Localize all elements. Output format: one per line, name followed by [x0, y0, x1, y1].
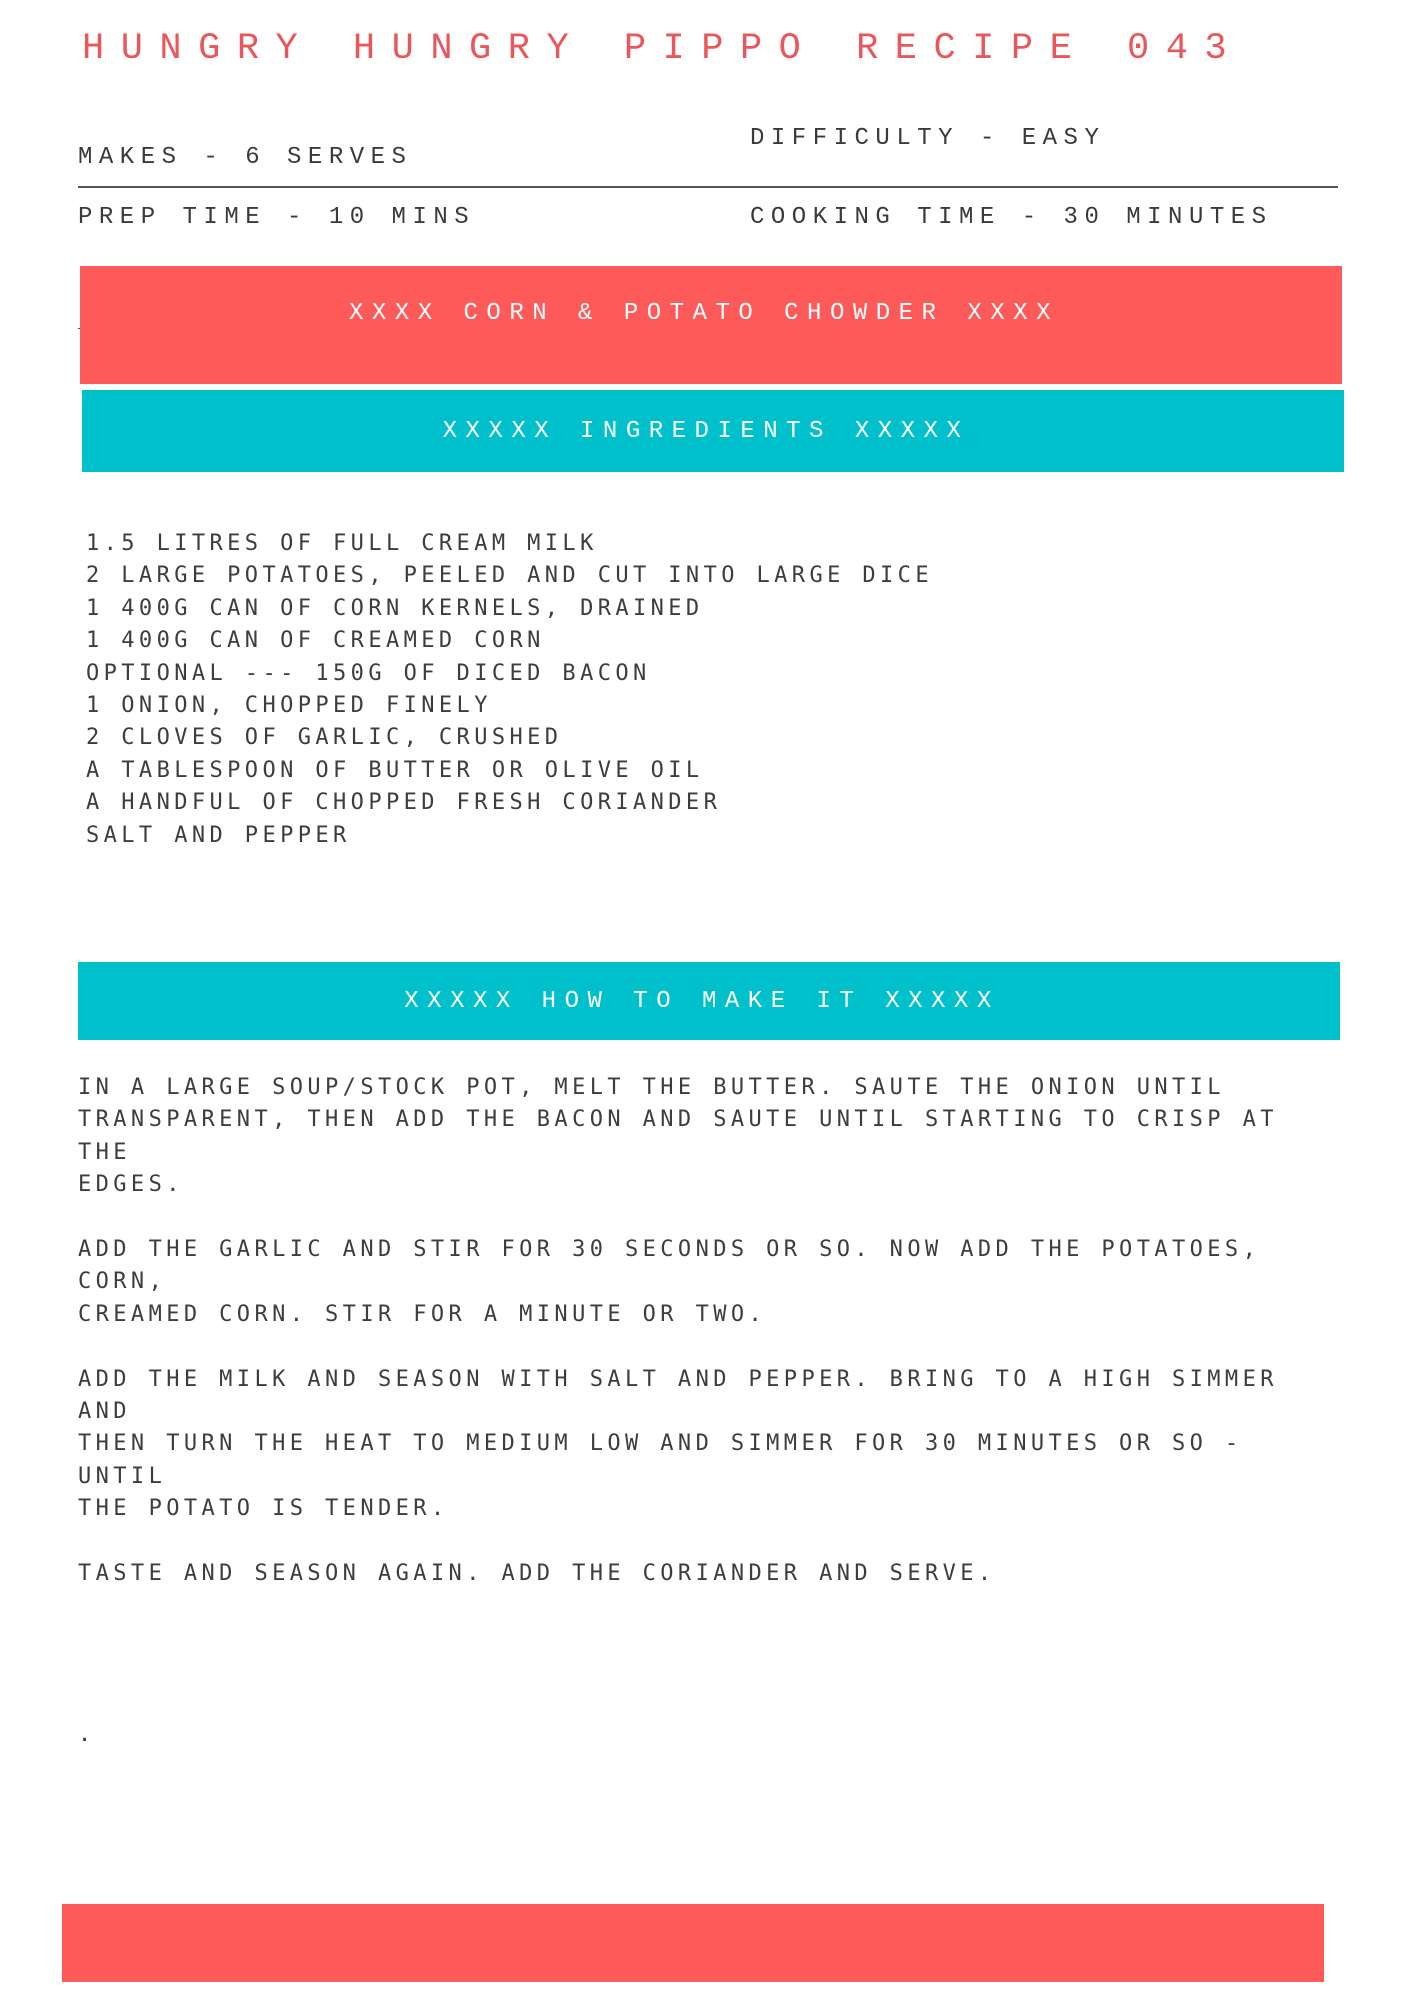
method-header-banner — [78, 962, 1340, 1040]
list-item: A TABLESPOON OF BUTTER OR OLIVE OIL — [86, 757, 704, 783]
method-heading: XXXXX HOW TO MAKE IT XXXXX — [404, 987, 1000, 1015]
footer-mark: . — [78, 1722, 92, 1747]
list-item: 1 400G CAN OF CORN KERNELS, DRAINED — [86, 595, 704, 621]
difficulty-info: DIFFICULTY - EASY — [750, 125, 1106, 152]
list-item: A HANDFUL OF CHOPPED FRESH CORIANDER — [86, 790, 722, 816]
method-steps — [78, 1072, 1340, 1623]
list-item: 1.5 LITRES OF FULL CREAM MILK — [86, 531, 598, 556]
ingredients-list — [86, 528, 933, 852]
footer-bar — [62, 1904, 1324, 1982]
recipe-name: XXXX CORN & POTATO CHOWDER XXXX — [349, 300, 1059, 327]
method-step: ADD THE GARLIC AND STIR FOR 30 SECONDS OR SO. NOW ADD THE POTATOES, CORN, CREAMED CORN. STIR FOR A MINUTE OR TWO. — [78, 1237, 1261, 1327]
prep-time-info: PREP TIME - 10 MINS — [78, 204, 476, 231]
list-item: OPTIONAL --- 150G OF DICED BACON — [86, 660, 651, 686]
method-step: IN A LARGE SOUP/STOCK POT, MELT THE BUTTER. SAUTE THE ONION UNTIL TRANSPARENT, THEN ADD THE BACON AND SAUTE UNTIL STARTING TO CRISP AT THE EDGES. — [78, 1075, 1278, 1198]
recipe-series-title: HUNGRY HUNGRY PIPPO RECIPE 043 — [82, 28, 1244, 70]
recipe-name-banner — [80, 266, 1342, 384]
method-step: TASTE AND SEASON AGAIN. ADD THE CORIANDER AND SERVE. — [78, 1561, 996, 1587]
method-step: ADD THE MILK AND SEASON WITH SALT AND PEPPER. BRING TO A HIGH SIMMER AND THEN TURN THE HEAT TO MEDIUM LOW AND SIMMER FOR 30 MINUTES OR SO - UNTIL THE POTATO IS TENDER. — [78, 1366, 1278, 1522]
ingredients-header-banner — [82, 390, 1344, 472]
cooking-time-info: COOKING TIME - 30 MINUTES — [750, 204, 1273, 231]
list-item: 1 ONION, CHOPPED FINELY — [86, 693, 492, 719]
list-item: 2 LARGE POTATOES, PEELED AND CUT INTO LARGE DICE — [86, 563, 933, 589]
list-item: 1 400G CAN OF CREAMED CORN — [86, 628, 545, 654]
makes-info: MAKES - 6 SERVES — [78, 144, 413, 171]
list-item: 2 CLOVES OF GARLIC, CRUSHED — [86, 725, 563, 751]
meta-divider — [78, 186, 1338, 188]
list-item: SALT AND PEPPER — [86, 822, 351, 848]
ingredients-heading: XXXXX INGREDIENTS XXXXX — [442, 417, 970, 445]
